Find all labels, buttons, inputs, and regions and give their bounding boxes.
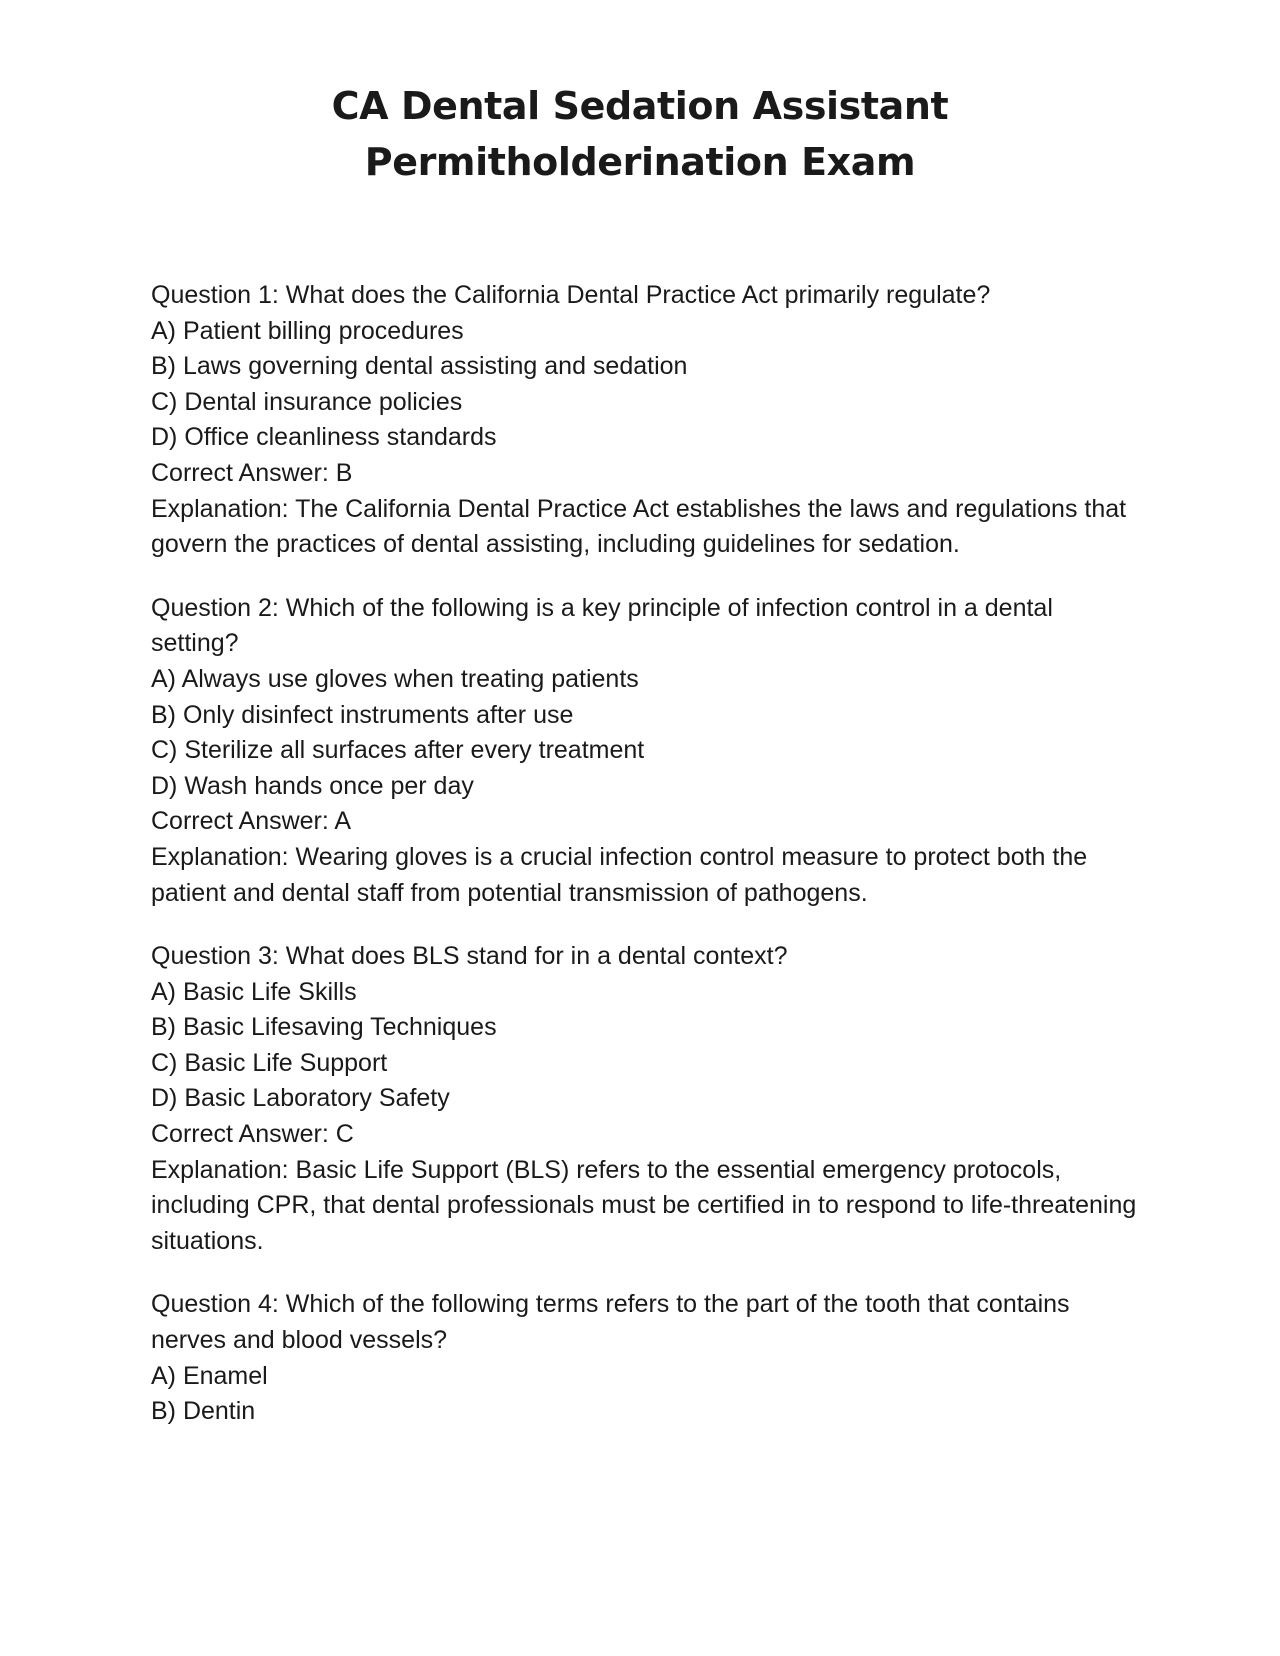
answer-option-d: D) Basic Laboratory Safety xyxy=(151,1084,450,1113)
explanation: Explanation: The California Dental Practice Act establishes the laws and regulations that govern the practices of dental assisting, including guidelines for sedation. xyxy=(151,494,1127,559)
answer-option-a: A) Basic Life Skills xyxy=(151,977,357,1006)
question-text: Question 2: Which of the following is a key principle of infection control in a dental setting? xyxy=(151,593,1053,658)
question-text: Question 4: Which of the following terms refers to the part of the tooth that contains nerves and blood vessels? xyxy=(151,1290,1070,1355)
answer-option-b: B) Basic Lifesaving Techniques xyxy=(151,1013,497,1042)
answer-option-a: A) Patient billing procedures xyxy=(151,316,464,345)
question-text: Question 1: What does the California Dental Practice Act primarily regulate? xyxy=(151,281,991,309)
answer-option-c: C) Dental insurance policies xyxy=(151,387,463,416)
question-text: Question 3: What does BLS stand for in a dental context? xyxy=(151,942,788,971)
explanation: Explanation: Wearing gloves is a crucial infection control measure to protect both the patient and dental staff from potential transmission of pathogens. xyxy=(151,842,1088,907)
answer-option-c: C) Basic Life Support xyxy=(151,1048,388,1077)
correct-answer: Correct Answer: C xyxy=(151,1120,354,1149)
question-block-4 xyxy=(151,1287,1141,1429)
question-block-2 xyxy=(151,591,1141,911)
correct-answer: Correct Answer: B xyxy=(151,458,353,487)
answer-option-b: B) Laws governing dental assisting and sedation xyxy=(151,352,688,381)
answer-option-b: B) Dentin xyxy=(151,1397,256,1426)
correct-answer: Correct Answer: A xyxy=(151,807,352,836)
answer-option-c: C) Sterilize all surfaces after every treatment xyxy=(151,736,645,765)
answer-option-a: A) Always use gloves when treating patients xyxy=(151,664,639,693)
question-block-1 xyxy=(151,278,1141,563)
answer-option-d: D) Office cleanliness standards xyxy=(151,423,497,452)
answer-option-d: D) Wash hands once per day xyxy=(151,771,474,800)
question-list xyxy=(151,278,1141,1458)
document-title: CA Dental Sedation Assistant Permitholderination Exam xyxy=(331,84,949,184)
question-block-3 xyxy=(151,939,1141,1259)
explanation: Explanation: Basic Life Support (BLS) refers to the essential emergency protocols, including CPR, that dental professionals must be certified in to respond to life-threatening situations. xyxy=(151,1155,1137,1255)
answer-option-b: B) Only disinfect instruments after use xyxy=(151,700,574,729)
answer-option-a: A) Enamel xyxy=(151,1361,268,1390)
